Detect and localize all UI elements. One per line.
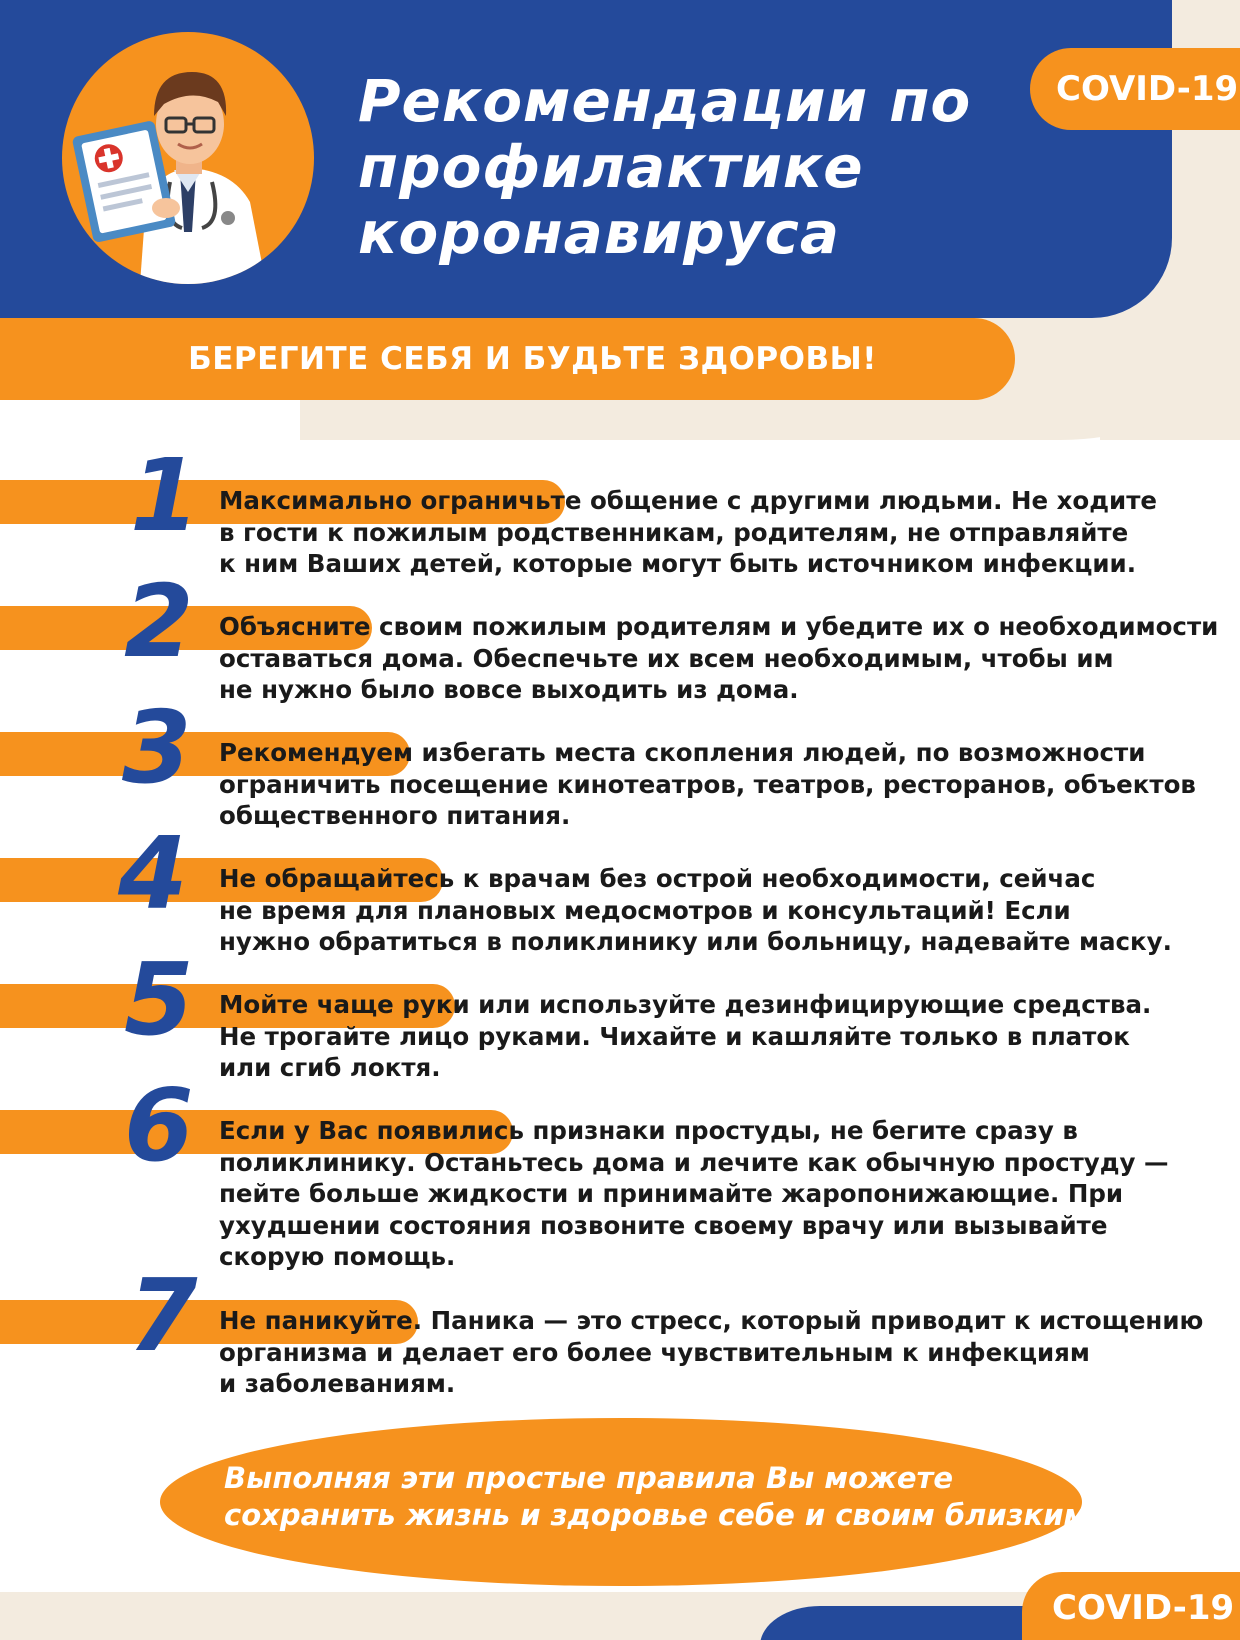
item-line: Мойте чаще руки или используйте дезинфицирующие средства. (219, 990, 1152, 1019)
footer-message (224, 1460, 1098, 1534)
item-line: Рекомендуем избегать места скопления людей, по возможности (219, 738, 1146, 767)
item-number: 2 (124, 563, 194, 680)
covid-badge-top: COVID-19 (1030, 48, 1240, 130)
item-line: к ним Ваших детей, которые могут быть источником инфекции. (219, 549, 1137, 578)
item-line: Не обращайтесь к врачам без острой необходимости, сейчас (219, 864, 1096, 893)
item-line: поликлинику. Останьтесь дома и лечите как обычную простуду — (219, 1147, 1169, 1177)
item-line: оставаться дома. Обеспечьте их всем необходимым, чтобы им (219, 643, 1114, 673)
item-line: скорую помощь. (219, 1242, 456, 1271)
item-number: 7 (128, 1257, 198, 1374)
item-number: 3 (122, 689, 192, 806)
footer-line: Выполняя эти простые правила Вы можете (224, 1461, 954, 1495)
item-text (219, 737, 1196, 832)
item-line: не нужно было вовсе выходить из дома. (219, 675, 799, 704)
item-text (219, 485, 1157, 580)
item-line: Не паникуйте. Паника — это стресс, который приводит к истощению (219, 1306, 1204, 1335)
item-number: 4 (118, 815, 188, 932)
item-line: не время для плановых медосмотров и консультаций! Если (219, 895, 1071, 925)
item-line: Максимально ограничьте общение с другими людьми. Не ходите (219, 486, 1158, 515)
item-text (219, 863, 1172, 958)
item-number: 5 (124, 941, 194, 1058)
item-line: в гости к пожилым родственникам, родителям, не отправляйте (219, 517, 1129, 547)
item-line: ухудшении состояния позвоните своему врачу или вызывайте (219, 1210, 1108, 1240)
item-number: 1 (130, 437, 200, 554)
item-line: Не трогайте лицо руками. Чихайте и кашляйте только в платок (219, 1021, 1130, 1051)
item-line: нужно обратиться в поликлинику или больницу, надевайте маску. (219, 927, 1172, 956)
title-line: профилактике (358, 133, 864, 201)
item-line: пейте больше жидкости и принимайте жаропонижающие. При (219, 1179, 1124, 1208)
item-line: Объясните своим пожилым родителям и убедите их о необходимости (219, 612, 1219, 641)
item-number: 6 (124, 1067, 194, 1184)
item-line: ограничить посещение кинотеатров, театров, ресторанов, объектов (219, 769, 1196, 799)
title-line: Рекомендации по (358, 67, 972, 135)
item-text (219, 989, 1151, 1084)
doctor-illustration (62, 32, 314, 284)
item-line: общественного питания. (219, 801, 571, 830)
footer-line: сохранить жизнь и здоровье себе и своим близким. (224, 1498, 1099, 1532)
doctor-icon (62, 32, 314, 284)
item-text (219, 611, 1218, 706)
item-text (219, 1115, 1169, 1273)
page-title (358, 68, 971, 266)
item-text (219, 1305, 1203, 1400)
banner: БЕРЕГИТЕ СЕБЯ И БУДЬТЕ ЗДОРОВЫ! (0, 318, 1015, 400)
item-line: и заболеваниям. (219, 1369, 456, 1398)
item-line: Если у Вас появились признаки простуды, не бегите сразу в (219, 1116, 1078, 1145)
header-panel (0, 0, 1172, 318)
title-line: коронавируса (358, 199, 840, 267)
item-line: или сгиб локтя. (219, 1053, 441, 1082)
covid-badge-bottom: COVID-19 (1022, 1572, 1240, 1640)
item-line: организма и делает его более чувствительным к инфекциям (219, 1337, 1090, 1367)
